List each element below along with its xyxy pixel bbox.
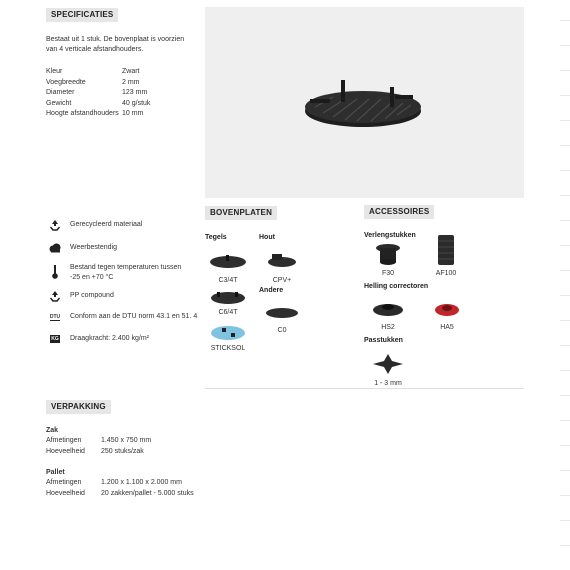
- spec-key: Kleur: [46, 68, 63, 75]
- af100-image: [434, 233, 458, 267]
- spec-row: [46, 99, 150, 110]
- cpv-image: [264, 250, 300, 270]
- feature-text: Gerecycleerd materiaal: [70, 221, 143, 228]
- pack-key: Hoeveelheid: [46, 447, 85, 455]
- pack-value: 1.200 x 1.100 x 2.000 mm: [101, 479, 182, 486]
- recycle-icon: [48, 219, 62, 231]
- f30-label: F30: [381, 270, 395, 277]
- spec-key: Hoogte afstandhouders: [46, 110, 119, 117]
- accessoires-tag: ACCESSOIRES: [364, 205, 434, 219]
- specificaties-tag: SPECIFICATIES: [46, 8, 118, 22]
- feature-text: Draagkracht: 2.400 kg/m²: [70, 335, 149, 342]
- verpakking-tag: VERPAKKING: [46, 400, 111, 414]
- passtukken-heading: Passtukken: [364, 337, 403, 344]
- weight-icon: KG: [51, 336, 59, 342]
- recycle-icon: [48, 290, 62, 302]
- tegels-heading: Tegels: [205, 234, 227, 241]
- spec-value: Zwart: [122, 68, 140, 75]
- spec-row: [46, 88, 150, 99]
- intro-line-2: van 4 verticale afstandhouders.: [46, 46, 144, 53]
- feature-text-block: [70, 263, 181, 283]
- product-photo: [205, 7, 524, 198]
- feature-text: Bestand tegen temperaturen tussen: [70, 264, 182, 271]
- spec-row: [46, 78, 150, 89]
- hs2-image: [370, 298, 406, 320]
- spec-value: 40 g/stuk: [122, 99, 151, 107]
- spec-table: [46, 67, 150, 120]
- dtu-icon: DTU: [49, 313, 61, 320]
- hs2-label: HS2: [381, 324, 395, 331]
- intro-line-1: Bestaat uit 1 stuk. De bovenplaat is voorzien: [46, 36, 185, 43]
- passtuk-image: [370, 352, 406, 376]
- pack-value: 250 stuks/zak: [101, 447, 144, 455]
- feature-text: Conform aan de DTU norm 43.1 en 51. 4: [70, 313, 198, 320]
- c0-label: C0: [277, 327, 287, 334]
- hout-heading: Hout: [259, 234, 275, 241]
- pack-row: [46, 447, 151, 458]
- sticksol-label: STICKSOL: [210, 345, 246, 352]
- section-divider: [205, 388, 524, 389]
- af100-label: AF100: [435, 270, 457, 277]
- c34t-label: C3/4T: [218, 277, 238, 284]
- zak-title: Zak: [46, 427, 59, 434]
- thermometer-icon: [48, 263, 62, 281]
- pack-value: 20 zakken/pallet - 5.000 stuks: [101, 489, 194, 497]
- ha5-image: [432, 298, 462, 320]
- pack-key: Afmetingen: [46, 437, 82, 444]
- specificaties-intro: [46, 35, 184, 55]
- pack-row: [46, 489, 194, 500]
- feature-dtu: [48, 311, 197, 323]
- pack-row: [46, 436, 151, 447]
- spec-value: 123 mm: [122, 89, 148, 96]
- passtuk-label: 1 - 3 mm: [374, 380, 402, 387]
- pallet-block: [46, 468, 194, 499]
- feature-recycled: [48, 219, 142, 231]
- spec-key: Diameter: [46, 89, 75, 96]
- spec-value: 10 mm: [122, 110, 144, 117]
- helling-heading: Helling correctoren: [364, 283, 429, 290]
- pack-row: [46, 478, 194, 489]
- c34t-image: [208, 252, 248, 270]
- spec-key: Gewicht: [46, 99, 72, 107]
- zak-block: [46, 426, 151, 457]
- spec-value: 2 mm: [122, 78, 140, 86]
- pack-key: Afmetingen: [46, 479, 82, 486]
- sticksol-image: [208, 322, 248, 342]
- pallet-title: Pallet: [46, 469, 65, 476]
- page-edge-ruler: [558, 0, 570, 570]
- pedestal-head-image: [205, 7, 524, 198]
- feature-pp-compound: [48, 290, 114, 302]
- spec-key: Voegbreedte: [46, 78, 86, 86]
- cloud-icon: [48, 242, 62, 254]
- pack-key: Hoeveelheid: [46, 489, 85, 497]
- c64t-label: C6/4T: [218, 309, 238, 316]
- feature-text-2: -25 en +70 °C: [70, 274, 114, 281]
- verlengstukken-heading: Verlengstukken: [364, 232, 416, 239]
- andere-heading: Andere: [259, 287, 284, 294]
- feature-weather: [48, 242, 117, 254]
- cpv-label: CPV+: [272, 277, 292, 284]
- c64t-image: [208, 288, 248, 306]
- feature-text: PP compound: [70, 292, 114, 299]
- feature-text: Weerbestendig: [70, 244, 117, 251]
- c0-image: [264, 305, 300, 321]
- feature-temperature: [48, 263, 181, 283]
- ha5-label: HA5: [440, 324, 454, 331]
- pack-value: 1.450 x 750 mm: [101, 437, 152, 444]
- spec-row: [46, 67, 150, 78]
- spec-row: [46, 109, 150, 120]
- f30-image: [372, 240, 404, 268]
- bovenplaten-tag: BOVENPLATEN: [205, 206, 277, 220]
- feature-load: [48, 333, 149, 345]
